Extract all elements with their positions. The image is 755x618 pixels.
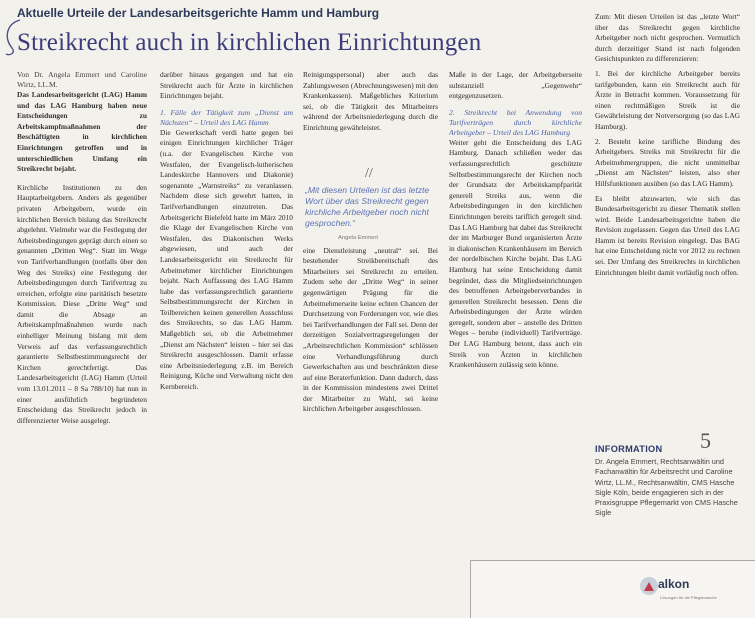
body-paragraph: Maße in der Lage, der Arbeitgeberseite substanziell „Gegenwehr“ entgegenzusetzen. [449, 70, 582, 101]
body-paragraph: 1. Bei der kirchliche Arbeitgeber bereits tarifgebunden, kann ein Streikrecht auch für Ärzte in Betracht kommen. Voraussetzung für einen rechtmäßigen Streik ist die Gewährleistung der Notversorgung (so das LAG Hamburg). [595, 68, 740, 131]
body-paragraph: eine Dienstleistung „neutral“ sei. Bei bestehender Streikbereitschaft des Mitarbeiters sei Streikrecht zu erteilen. Zudem sehe der „Dritte Weg“ in seiner gegenwärtigen Prägung für die Arbeitnehmerseite keine echten Chancen der Durchsetzung von Forderungen vor, wie dies bei Tarifverhandlungen der Fall sei. Denn der derzeitigen Sozialvertragsregelungen der „Arbeitsrechtlichen Kommission“ schlössen eine Verhandlungsführung durch Gewerkschaften aus und beschränkten diese auf eine Beraterfunktion. Dann dadurch, dass in der Kommission mindestens zwei Drittel der Mitarbeiter zu Wahl, sei keine kirchlichen Arbeitgeber ausgeschlossen. [303, 245, 438, 414]
article-kicker: Aktuelle Urteile der Landesarbeitsgerichte Hamm und Hamburg [17, 6, 380, 20]
body-paragraph: 2. Besteht keine tarifliche Bindung des Arbeitgebers. Streiks mit Streikrecht für die Arbeitnehmergruppen, die nicht unmittelbar „Dienst am Nächsten“ leisten, also eher Hilfsfunktionen ausüben (so das LAG Hamm). [595, 136, 740, 188]
advertisement[interactable] [470, 560, 755, 618]
body-paragraph: Es bleibt abzuwarten, wie sich das Bundesarbeitsgericht zu dieser Thematik stellen wird. Beide Landesarbeitsgerichte haben die Revision zugelassen. Gegen das Urteil des LAG Hamm ist bereits Revision eingelegt. Das BAG hat eine Entscheidung nicht vor 2012 zu rechnen sei. Der Umfang des Streikrechts in kirchlichen Einrichtungen bleibt damit vorläufig noch offen. [595, 193, 740, 277]
section-subheading: 1. Fälle der Tätigkeit zum „Dienst am Nächsten“ – Urteil des LAG Hamm [160, 107, 293, 127]
ad-brand: alkon [658, 577, 690, 591]
body-paragraph: Die Gewerkschaft verdi hatte gegen bei einigen Einrichtungen kirchlicher Träger (u.a. der Evangelischen Kirche von Westfalen, der Evangelisch-lutherischen Landeskirche Hannovers und Diakonie) sogenannte „Warnstreiks“ zu veranlassen. Nachdem diese sich gewehrt hatten, in Tarifverhandlungen einzutreten. Das Arbeitsgericht Bielefeld hatte im März 2010 die Klage der Evangelischen Kirche von Westfalen, des Diakonischen Werks abgewiesen, und auch der Landesarbeitsgericht ein Streikrecht für Arbeitnehmer kirchlicher Einrichtungen bejaht. Nach Auffassung des LAG Hamm habe das verfassungsrechtlich garantierte Selbstbestimmungsrecht der Kirchen in Teilbereichen keinen generellen Ausschluss des Streikrechts, so das LAG Hamm. Maßgeblich sei, ob die Arbeitnehmer „Dienst am Nächsten“ leisten – hier sei das Streikrecht ausgeschlossen. Damit erfasse eine Arbeitsniederlegung z.B. im Bereich Reinigung, Küche und Verwaltung nicht den Kernbereich. [160, 127, 293, 392]
info-title: INFORMATION [595, 444, 663, 454]
section-subheading: 2. Streikrecht bei Anwendung von Tarifverträgen durch kirchliche Arbeitgeber – Urteil des LAG Hamburg [449, 107, 582, 137]
column-4 [449, 70, 582, 618]
column-5 [595, 12, 740, 442]
article-headline: Streikrecht auch in kirchlichen Einrichtungen [17, 29, 482, 56]
body-paragraph: Zum: Mit diesen Urteilen ist das „letzte Wort“ über das Streikrecht gegen kirchliche Arbeitgeber noch nicht gesprochen. Vermutlich durch derzeitiger Stand ist nach folgenden Gesichtspunkten zu differenzieren: [595, 12, 740, 64]
pull-quote-mark: // [365, 166, 373, 181]
column-1 [17, 70, 147, 618]
page-marker: 5 [700, 428, 711, 453]
pull-quote-source: Angela Emmert [338, 235, 378, 241]
body-paragraph: Kirchliche Institutionen zu den Hauptarbeitgebern. Anders als gegenüber privaten Arbeitgebern, wurde ein kirchlichen Bereich bislang das Streikrecht abgelehnt. Vielmehr war die Festlegung der Arbeitsbedingungen geprägt durch einen so genannten „Dritten Weg“. Statt im Wege von Tarifverhandlungen (notfalls über den Weg des Streiks) eine Festlegung der Arbeitsbedingungen durch Tarifvertrag zu erreichen, erfolgte eine paritätisch besetzte Kommission. Diese „Dritte Weg“ und damit die Absage an Arbeitskampfmaßnahmen wurde nach einhelliger Meinung bislang mit dem Verweis auf das verfassungsrechtlich garantierte Selbstbestimmungsrecht der Kirchen gerechtfertigt. Das Landesarbeitsgericht (LAG) Hamm (Urteil vom 13.01.2011 – 8 Sa 788/10) hat nun in einer ausführlich begründeten Entscheidung das Streikrecht jedoch in differenzierter Weise ausgelegt. [17, 182, 147, 425]
pull-quote-text: „Mit diesen Urteilen ist das letzte Wort über das Streikrecht gegen kirchliche Arbeitgeber noch nicht gesprochen.“ [305, 185, 430, 228]
author-line: Von Dr. Angela Emmert und Caroline Wirtz, LL.M. [17, 70, 147, 89]
body-paragraph: darüber hinaus gegangen und hat ein Streikrecht auch für Ärzte in kirchlichen Einrichtungen bejaht. [160, 70, 293, 101]
body-paragraph: Reinigungspersonal) aber auch das Zahlungswesen (Abrechnungswesen) mit den Krankenkassen). Maßgebliches Kriterium sei, ob die Tätigkeit des Mitarbeiters während der Arbeitsniederlegung durch die Einrichtung gewährleistet. [303, 70, 438, 132]
column-3 [303, 70, 438, 618]
ad-tagline: Lösungen für die Pflegebranche [660, 595, 717, 600]
info-box [595, 444, 745, 564]
body-paragraph: Weiter geht die Entscheidung des LAG Hamburg. Danach schließen weder das verfassungsrechtlich geschützte Selbstbestimmungsrecht der Kirchen noch der Grundsatz der Arbeitskampfparität generell Streiks aus, wenn die Arbeitsbedingungen in den kirchlichen Einrichtungen bereits tariflich geregelt sind. Das LAG Hamburg hat dabei das Streikrecht der im Marburger Bund organisierten Ärzte in diakonischen Krankenhäusern im Bereich der nordelbischen Kirche bejaht. Das LAG Hamburg hat seine Entscheidung damit begründet, dass die Mitgliedseinrichtungen des betroffenen Arbeitgeberverbandes in generellen Streikrecht besessen. Denn die Arbeitsbedingungen der Ärzte würden geregelt, sondern aber – anstelle des Dritten Weges – beruhe (individuell) Tarifverträge. Der LAG Hamburg betont, dass auch ein Streik von Ärzten in kirchlichen Krankenhäusern zulässig sein könne. [449, 137, 582, 370]
column-2 [160, 70, 293, 618]
alkon-logo-icon [640, 577, 658, 595]
info-body: Dr. Angela Emmert, Rechtsanwältin und Fachanwältin für Arbeitsrecht und Caroline Wirtz, LL.M., Rechtsanwältin, CMS Hasche Sigle Köln, beide engagieren sich in der Praxisgruppe Pflegemarkt von CMS Hasche Sigle [595, 457, 738, 518]
lead-paragraph: Das Landesarbeitsgericht (LAG) Hamm und das LAG Hamburg haben neue Entscheidungen zu Arbeitskampfmaßnahmen der Beschäftigten in kirchlichen Einrichtungen getroffen und in unterschiedlichen Umfang ein Streikrecht bejaht. [17, 90, 147, 174]
